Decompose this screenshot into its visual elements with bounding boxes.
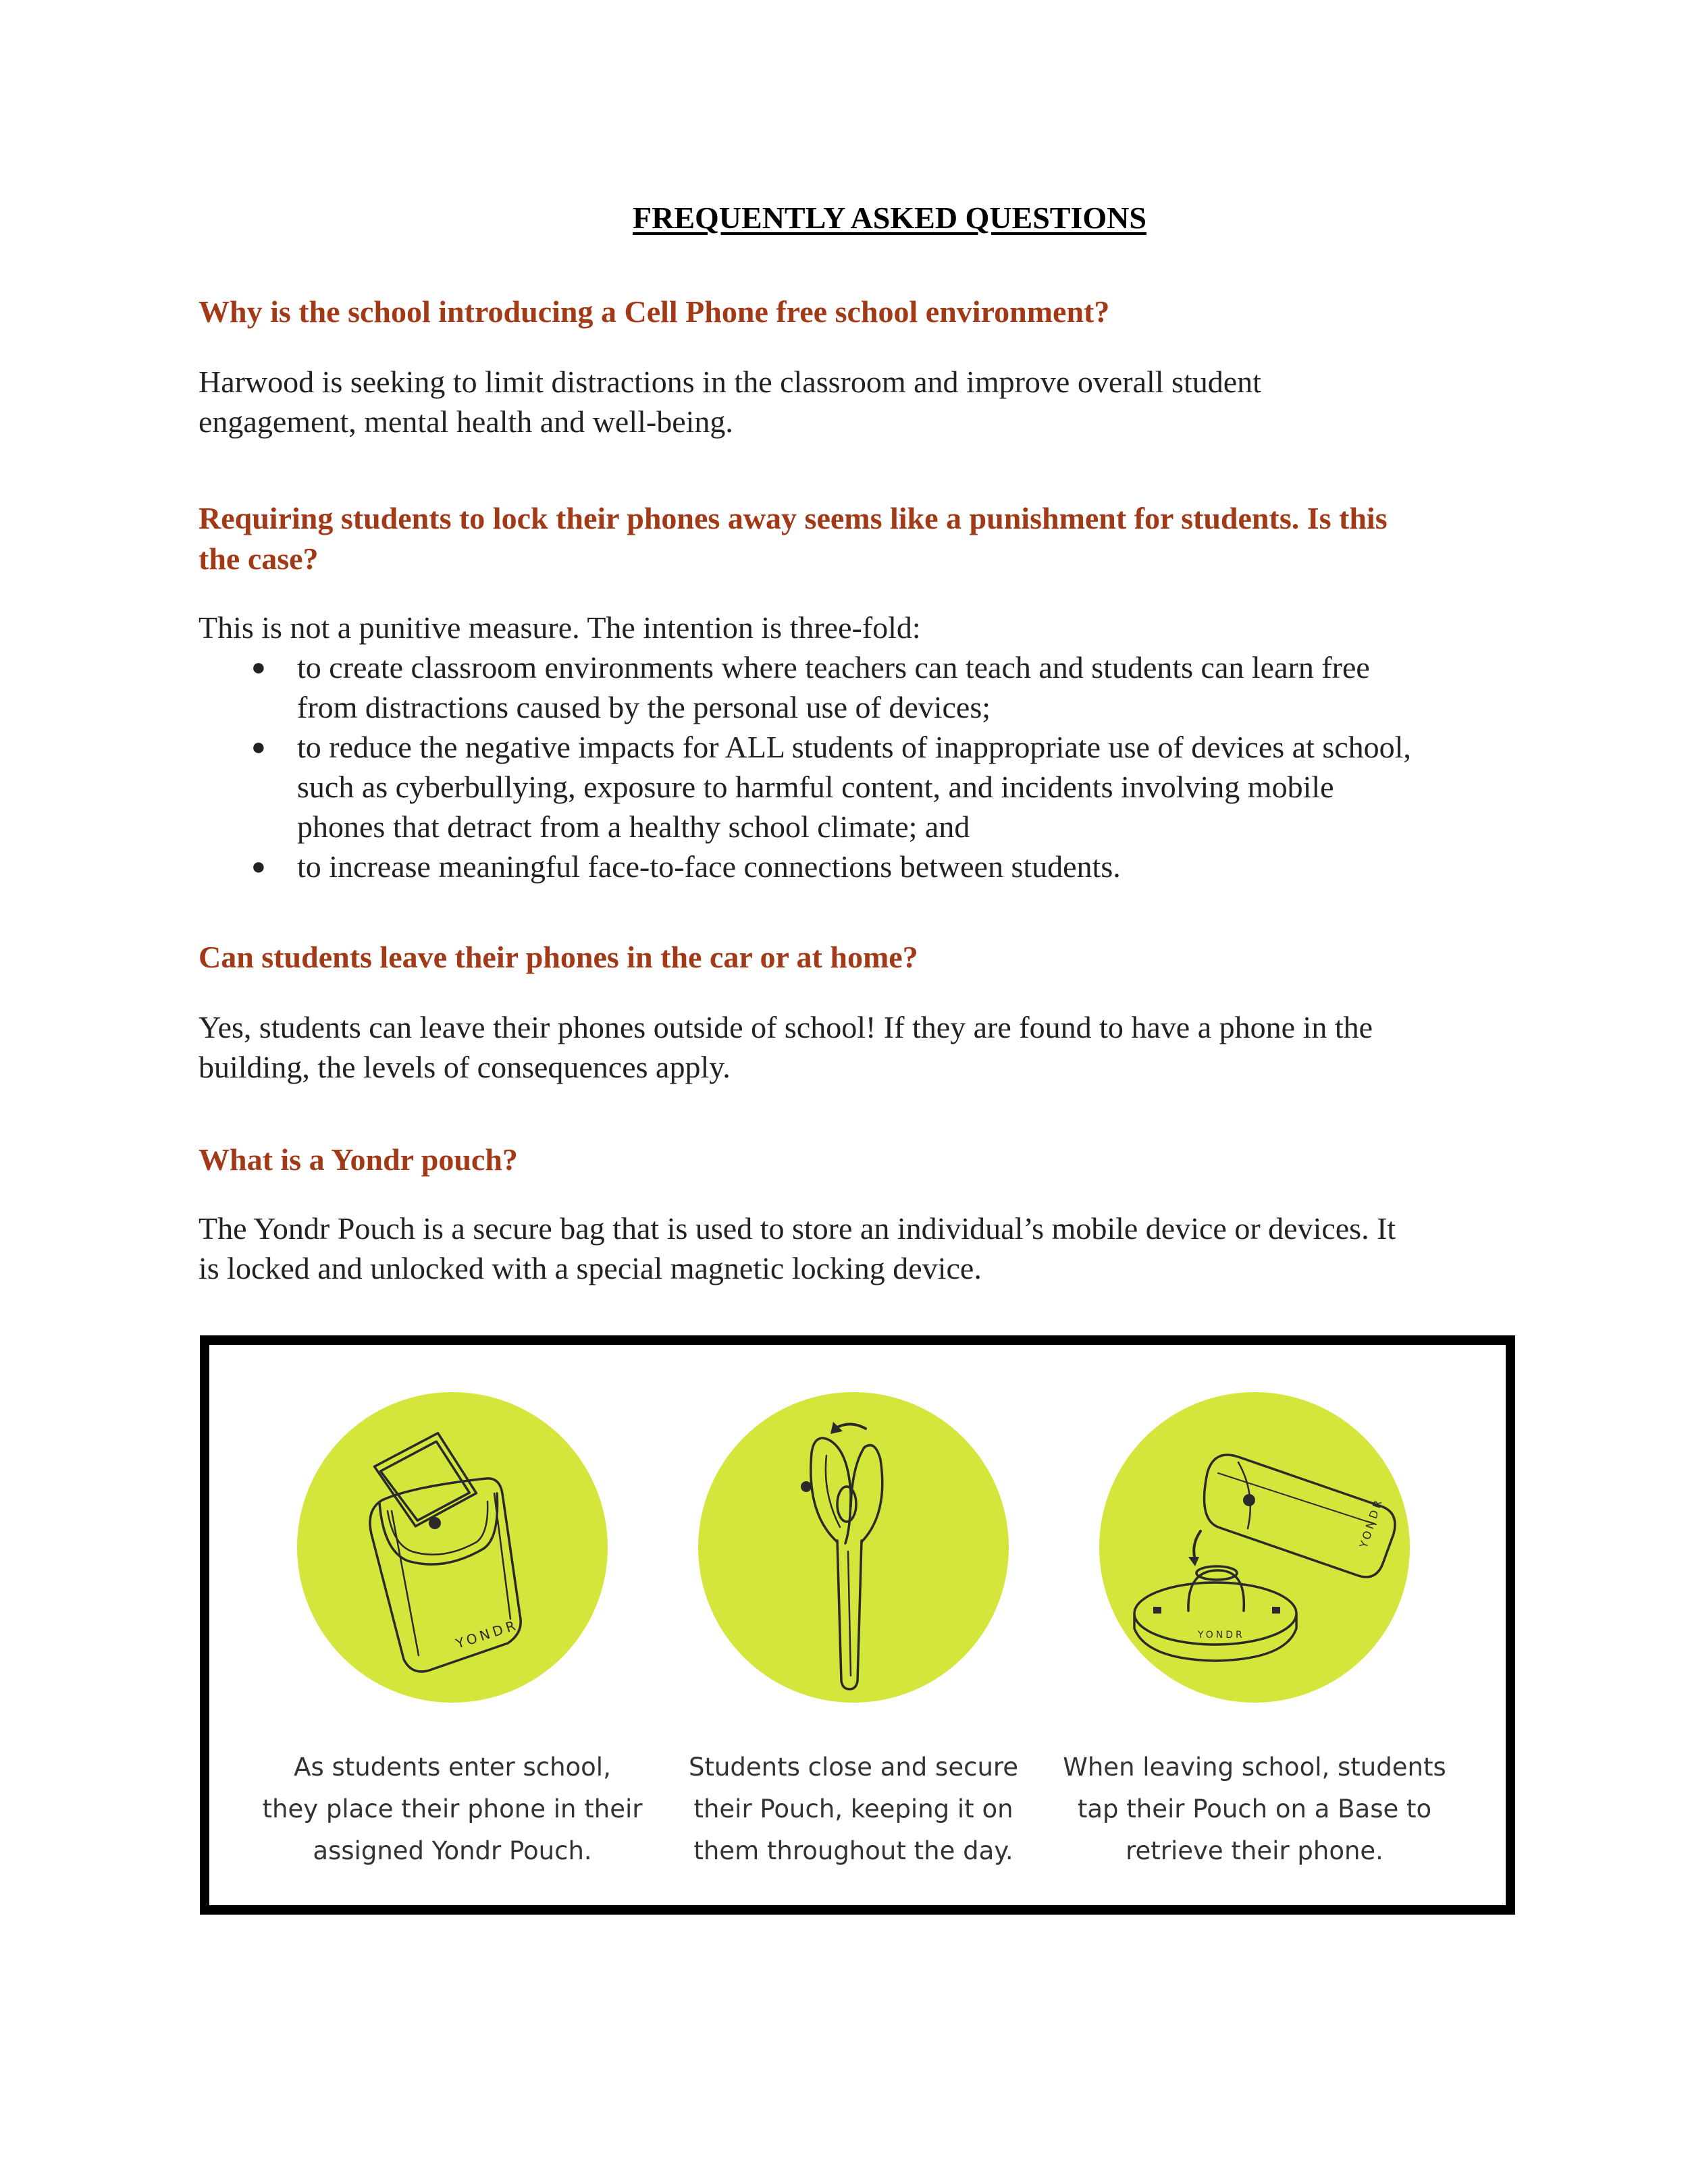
answer-line: Harwood is seeking to limit distractions in the classroom and improve overall student <box>199 365 1261 399</box>
step-2 <box>651 1345 1056 1905</box>
question-text: Can students leave their phones in the car or at home? <box>199 940 918 974</box>
answer-line: engagement, mental health and well-being. <box>199 404 733 439</box>
yondr-steps-panel <box>200 1335 1515 1915</box>
question-text: Why is the school introducing a Cell Phone free school environment? <box>199 294 1110 329</box>
list-item <box>199 647 1522 727</box>
step-caption <box>1052 1747 1457 1872</box>
list-item <box>199 727 1522 847</box>
bullet-dot: ● <box>251 654 266 681</box>
faq-question-2 <box>199 498 1522 579</box>
step-3 <box>1052 1345 1457 1905</box>
caption-line: tap their Pouch on a Base to <box>1077 1794 1432 1823</box>
caption-line: they place their phone in their <box>262 1794 643 1823</box>
step-1 <box>250 1345 655 1905</box>
caption-line: Students close and secure <box>688 1753 1019 1782</box>
caption-line: them throughout the day. <box>693 1836 1013 1865</box>
question-line: the case? <box>199 541 319 576</box>
caption-line: assigned Yondr Pouch. <box>313 1836 592 1865</box>
step-circle <box>1099 1392 1410 1703</box>
caption-line: their Pouch, keeping it on <box>693 1794 1013 1823</box>
step-circle <box>297 1392 608 1703</box>
answer-line: building, the levels of consequences apply. <box>199 1050 731 1084</box>
bullet-line: from distractions caused by the personal use of devices; <box>297 690 991 724</box>
faq-question-3 <box>199 937 1522 978</box>
pouch-closing-icon <box>698 1392 1009 1703</box>
pouch-base-unlock-icon <box>1099 1392 1410 1703</box>
list-item <box>199 847 1522 886</box>
caption-line: When leaving school, students <box>1063 1753 1446 1782</box>
faq-answer-4 <box>199 1208 1522 1288</box>
bullet-list <box>199 647 1522 886</box>
faq-answer-2 <box>199 608 1522 886</box>
bullet-line: such as cyberbullying, exposure to harmful content, and incidents involving mobile <box>297 770 1334 804</box>
bullet-line: phones that detract from a healthy school climate; and <box>297 809 970 844</box>
answer-line: is locked and unlocked with a special magnetic locking device. <box>199 1251 982 1285</box>
step-circle <box>698 1392 1009 1703</box>
bullet-line: to increase meaningful face-to-face connections between students. <box>297 849 1121 884</box>
bullet-line: to reduce the negative impacts for ALL students of inappropriate use of devices at school, <box>297 730 1411 764</box>
question-line: Requiring students to lock their phones away seems like a punishment for students. Is this <box>199 501 1388 535</box>
pouch-brand-label: YONDR <box>454 1616 521 1652</box>
step-caption <box>651 1747 1056 1872</box>
caption-line: As students enter school, <box>294 1753 611 1782</box>
bullet-dot: ● <box>251 853 266 880</box>
page-title: FREQUENTLY ASKED QUESTIONS <box>633 201 1146 235</box>
step-caption <box>250 1747 655 1872</box>
base-brand-label: YONDR <box>1198 1630 1245 1641</box>
answer-line: The Yondr Pouch is a secure bag that is used to store an individual’s mobile device or devices. It <box>199 1211 1396 1246</box>
answer-line: Yes, students can leave their phones outside of school! If they are found to have a phone in the <box>199 1010 1373 1044</box>
faq-answer-1 <box>199 362 1522 442</box>
bullet-dot: ● <box>251 733 266 760</box>
pouch-icon <box>297 1392 608 1703</box>
caption-line: retrieve their phone. <box>1126 1836 1383 1865</box>
faq-answer-3 <box>199 1007 1522 1087</box>
pouch-brand-label: YONDR <box>1356 1496 1386 1550</box>
bullet-line: to create classroom environments where teachers can teach and students can learn free <box>297 650 1370 685</box>
question-text: What is a Yondr pouch? <box>199 1142 518 1177</box>
faq-question-1 <box>199 292 1522 332</box>
faq-question-4 <box>199 1140 1522 1180</box>
answer-intro: This is not a punitive measure. The intention is three-fold: <box>199 610 921 645</box>
